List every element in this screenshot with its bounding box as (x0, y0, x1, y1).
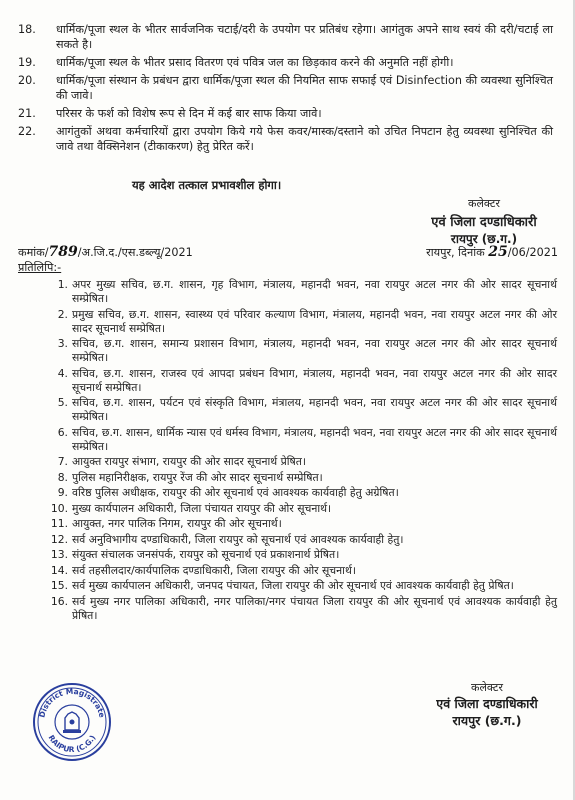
rule-number: 18. (18, 23, 36, 36)
recipient-text: अपर मुख्य सचिव, छ.ग. शासन, गृह विभाग, मंत्रालय, महानदी भवन, नवा रायपुर अटल नगर की ओर सादर सूचनार्थ सम्प्रेषित। (72, 278, 557, 305)
recipient-item (42, 595, 557, 623)
recipient-text: संयुक्त संचालक जनसंपर्क, रायपुर को सूचनार्थ एवं प्रकाशनार्थ प्रेषित। (72, 548, 340, 561)
order-date (426, 244, 558, 260)
recipient-text: सचिव, छ.ग. शासन, समान्य प्रशासन विभाग, मंत्रालय, महानदी भवन, नवा रायपुर अटल नगर की ओर सादर सूचनार्थ सम्प्रेषित। (72, 337, 557, 364)
signature-place: रायपुर (छ.ग.) (450, 232, 518, 246)
recipient-text: सर्व अनुविभागीय दण्डाधिकारी, जिला रायपुर को सूचनार्थ एवं आवश्यक कार्यवाही हेतु। (72, 532, 404, 546)
signature-block-top (414, 196, 554, 247)
rule-text: धार्मिक/पूजा स्थल के भीतर प्रसाद वितरण एवं पवित्र जल का छिड़काव करने की अनुमति नहीं होगी। (56, 56, 454, 69)
recipient-item (42, 396, 557, 424)
recipient-text: सचिव, छ.ग. शासन, राजस्व एवं आपदा प्रबंधन विभाग, मंत्रालय, महानदी भवन, नवा रायपुर अटल नगर की ओर सादर सूचनार्थ सम्प्रेषित। (72, 366, 557, 394)
rules-list (18, 22, 553, 157)
signature-designation: कलेक्टर (471, 681, 503, 694)
seal-text-bottom: RAIPUR (C.G.) (46, 733, 98, 755)
recipient-number: 3. (57, 337, 68, 350)
recipient-text: मुख्य कार्यपालन अधिकारी, जिला पंचायत रायपुर की ओर सूचनार्थ। (72, 501, 332, 515)
recipient-item (42, 308, 557, 336)
recipient-text: पुलिस महानिरीक्षक, रायपुर रेंज की ओर सादर सूचनार्थ सम्प्रेषित। (72, 470, 323, 484)
recipient-text: सचिव, छ.ग. शासन, धार्मिक न्यास एवं धर्मस्व विभाग, मंत्रालय, महानदी भवन, नवा रायपुर अटल नगर की ओर सादर सूचनार्थ सम्प्रेषित। (72, 425, 557, 453)
recipient-number: 9. (57, 486, 68, 499)
recipient-number: 11. (50, 517, 68, 530)
recipient-item (42, 502, 557, 516)
order-handwritten-number: 789 (48, 244, 78, 260)
recipient-number: 1. (57, 278, 68, 291)
order-reference-line (18, 244, 558, 260)
recipient-item (42, 278, 557, 306)
signature-title: एवं जिला दण्डाधिकारी (436, 696, 538, 711)
recipient-text: आयुक्त रायपुर संभाग, रायपुर की ओर सादर सूचनार्थ प्रेषित। (72, 455, 306, 468)
closing-statement: यह आदेश तत्काल प्रभावशील होगा। (132, 178, 282, 192)
recipient-item (42, 517, 557, 531)
recipient-item (42, 579, 557, 593)
date-rest: /06/2021 (507, 246, 558, 259)
recipient-item (42, 426, 557, 454)
rule-item (18, 22, 553, 52)
signature-title: एवं जिला दण्डाधिकारी (431, 215, 537, 230)
rule-item (18, 55, 553, 70)
date-handwritten-day: 25 (488, 244, 508, 260)
order-number (18, 244, 193, 260)
recipient-text: आयुक्त, नगर पालिक निगम, रायपुर की ओर सूचनार्थ। (72, 517, 282, 530)
rule-text: आगंतुकों अथवा कर्मचारियों द्वारा उपयोग किये गये फेस कवर/मास्क/दस्ताने को उचित निपटान हेतु व्यवस्था सुनिश्चित की जावे तथा वैक्सिनेशन (टीकाकरण) हेतु प्रेरित करें। (56, 125, 553, 153)
rule-number: 22. (18, 125, 36, 138)
order-prefix: कमांक/ (18, 246, 49, 259)
rule-text: परिसर के फर्श को विशेष रूप से दिन में कई बार साफ किया जावे। (56, 107, 322, 120)
recipient-list (42, 278, 557, 624)
recipient-number: 4. (57, 366, 68, 380)
recipient-number: 15. (50, 579, 68, 592)
recipient-item (42, 533, 557, 547)
recipient-number: 7. (57, 455, 68, 468)
rule-item (18, 124, 553, 154)
date-prefix: रायपुर, दिनांक (426, 246, 485, 259)
recipient-text: सर्व तहसीलदार/कार्यपालिक दण्डाधिकारी, जिला रायपुर की ओर सूचनार्थ। (72, 563, 356, 577)
recipient-number: 8. (57, 470, 68, 484)
recipient-text: वरिष्ठ पुलिस अधीक्षक, रायपुर की ओर सूचनार्थ एवं आवश्यक कार्यवाही हेतु अग्रेषित। (72, 486, 399, 499)
recipient-item (42, 548, 557, 562)
order-ref: /अ.जि.द./एस.डब्ल्यू/2021 (77, 246, 193, 259)
recipient-item (42, 367, 557, 395)
recipient-item (42, 486, 557, 500)
recipient-text: सर्व मुख्य नगर पालिका अधिकारी, नगर पालिका/नगर पंचायत जिला रायपुर की ओर सूचनार्थ एवं आवश्यक कार्यवाही हेतु प्रेषित। (72, 594, 557, 622)
rule-text: धार्मिक/पूजा स्थल के भीतर सार्वजनिक चटाई/दरी के उपयोग पर प्रतिबंध रहेगा। आगंतुक अपने साथ स्वयं की दरी/चटाई ला सकते है। (56, 23, 553, 51)
rule-item (18, 106, 553, 121)
signature-block-bottom (412, 680, 562, 729)
recipient-number: 12. (50, 532, 68, 546)
seal-text-top: District Magistrate (37, 686, 107, 719)
recipient-number: 16. (50, 594, 68, 608)
recipient-number: 2. (57, 307, 68, 321)
rule-item (18, 73, 553, 103)
signature-place: रायपुर (छ.ग.) (452, 713, 522, 728)
rule-number: 21. (18, 107, 36, 120)
recipient-item (42, 564, 557, 578)
rule-number: 20. (18, 74, 36, 87)
recipient-item (42, 471, 557, 485)
recipient-number: 6. (57, 425, 68, 439)
district-magistrate-seal (32, 682, 112, 762)
rule-number: 19. (18, 56, 36, 69)
recipient-number: 14. (50, 563, 68, 577)
recipient-text: सर्व मुख्य कार्यपालन अधिकारी, जनपद पंचायत, जिला रायपुर की ओर सूचनार्थ एवं आवश्यक कार्यवाही हेतु प्रेषित। (72, 579, 514, 592)
recipient-text: प्रमुख सचिव, छ.ग. शासन, स्वास्थ्य एवं परिवार कल्याण विभाग, मंत्रालय, महानदी भवन, नवा रायपुर अटल नगर की ओर सादर सूचनार्थ सम्प्रेषित। (72, 307, 557, 335)
recipient-text: सचिव, छ.ग. शासन, पर्यटन एवं संस्कृति विभाग, मंत्रालय, महानदी भवन, नवा रायपुर अटल नगर की ओर सादर सूचनार्थ सम्प्रेषित। (72, 396, 557, 423)
recipient-number: 13. (50, 548, 68, 561)
recipient-item (42, 337, 557, 365)
recipient-item (42, 455, 557, 469)
recipient-number: 5. (57, 396, 68, 409)
signature-designation: कलेक्टर (468, 197, 500, 210)
rule-text: धार्मिक/पूजा संस्थान के प्रबंधन द्वारा धार्मिक/पूजा स्थल की नियमित साफ सफाई एवं Disinfection की व्यवस्था सुनिश्चित की जावे। (56, 74, 553, 102)
copy-to-label: प्रतिलिपि:- (18, 261, 62, 274)
recipient-number: 10. (50, 501, 68, 515)
